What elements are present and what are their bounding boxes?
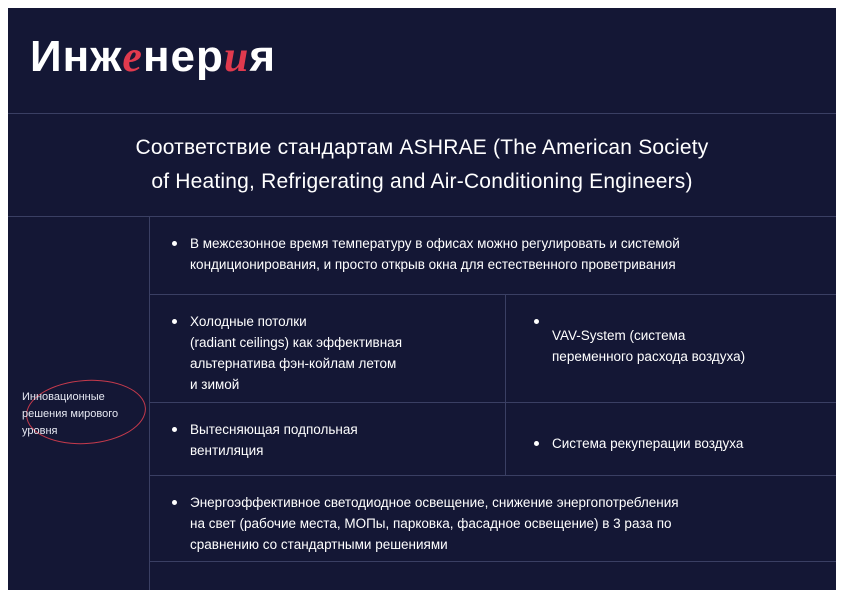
logo-text-accent1: е [122,32,143,81]
bullet-item [170,492,818,555]
table-row [150,217,836,295]
left-category-label [22,389,140,440]
bullet-item [170,311,487,395]
bullet-item [532,419,818,454]
table-row [150,476,836,562]
slide-title-line-2: of Heating, Refrigerating and Air-Conditioning Engineers) [151,170,693,193]
bullet-line-1: Холодные потолки [190,314,307,329]
table-row [150,403,836,476]
logo-band [8,8,836,114]
bullet-line-1: В межсезонное время температуру в офисах можно регулировать и системой [190,236,680,251]
logo-text-part3: я [249,32,277,81]
logo-text-accent2: и [223,32,250,81]
table-cell [506,295,836,402]
bullet-line-3: альтернатива фэн-койлам летом [190,356,397,371]
bullet-line-2: (radiant ceilings) как эффективная [190,335,402,350]
bullet-line-1: VAV-System (система [552,328,686,343]
bullet-line-2: вентиляция [190,443,264,458]
bullet-item [170,419,487,461]
left-category-line-1: Инновационные [22,391,105,403]
table-cell [150,476,836,565]
table-cell [506,403,836,475]
right-content-column [150,217,836,590]
bullet-line-1: Вытесняющая подпольная [190,422,358,437]
table-cell [150,403,506,475]
logo-text-part1: Инж [30,32,123,81]
bullet-line-2: кондиционирования, и просто открыв окна для естественного проветривания [190,257,676,272]
bullet-line-4: и зимой [190,377,240,392]
left-category-column [8,217,150,590]
bullet-item [170,233,818,275]
logo-text-part2: нер [142,32,224,81]
bullet-line-2: переменного расхода воздуха) [552,349,746,364]
bullet-item [532,311,818,367]
left-category-line-3: уровня [22,425,58,437]
table-row-spacer [150,562,836,590]
table-row [150,295,836,403]
bullet-line-1: Система рекуперации воздуха [552,436,744,451]
table-cell [150,217,836,285]
left-category-line-2: решения мирового [22,408,119,420]
bullet-line-2: на свет (рабочие места, МОПы, парковка, фасадное освещение) в 3 раза по [190,516,672,531]
bullet-line-1: Энергоэффективное светодиодное освещение, снижение энергопотребления [190,495,679,510]
table-cell [150,295,506,402]
brand-logo [30,30,276,84]
bullet-line-3: сравнению со стандартными решениями [190,537,448,552]
slide-title [8,114,836,217]
slide-title-line-1: Соответствие стандартам ASHRAE (The American Society [135,136,709,159]
content-table [8,217,836,590]
slide-canvas [8,8,836,590]
